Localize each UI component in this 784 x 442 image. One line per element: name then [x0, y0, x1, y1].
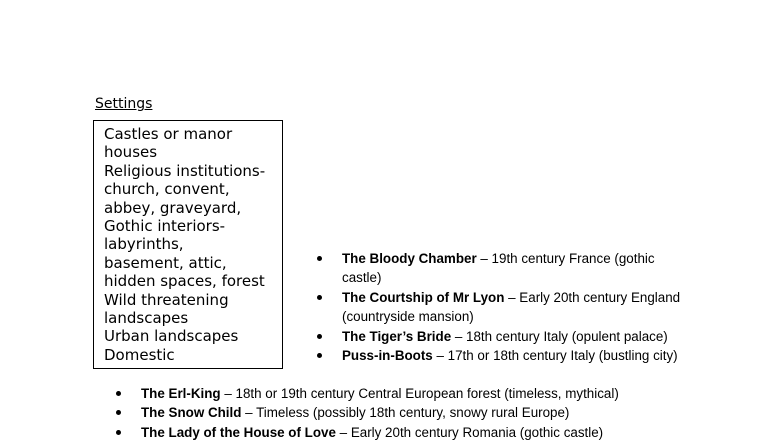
story-description: – Timeless (possibly 18th century, snowy rural Europe)	[241, 405, 570, 421]
settings-line: houses	[104, 143, 158, 162]
story-title: The Snow Child	[141, 405, 242, 421]
settings-box	[93, 120, 283, 369]
settings-line: basement, attic,	[104, 253, 227, 272]
story-title: The Bloody Chamber	[342, 251, 477, 266]
story-description: – Early 20th century England (countryside mansion)	[342, 289, 681, 325]
story-bullet	[114, 403, 754, 422]
story-title: The Erl-King	[141, 386, 221, 401]
settings-line: hidden spaces, forest	[104, 272, 265, 291]
story-title: The Tiger’s Bride	[342, 328, 452, 344]
settings-line: landscapes	[104, 309, 189, 328]
story-bullet	[114, 423, 754, 442]
settings-heading: Settings	[95, 96, 153, 112]
settings-line: Wild threatening	[104, 290, 229, 309]
settings-line: abbey, graveyard,	[104, 198, 242, 217]
story-description: – 18th century Italy (opulent palace)	[451, 328, 668, 344]
story-bullet	[315, 346, 695, 365]
story-bullet	[114, 384, 754, 403]
settings-line: Domestic	[104, 345, 175, 364]
story-settings-list-right	[315, 249, 695, 365]
story-description: – 17th or 18th century Italy (bustling city)	[432, 348, 678, 364]
story-title: The Lady of the House of Love	[141, 424, 336, 440]
story-description: – 19th century France (gothic castle)	[342, 251, 655, 286]
story-title: Puss-in-Boots	[342, 348, 433, 364]
settings-line: church, convent,	[104, 180, 230, 199]
story-description: – 18th or 19th century Central European forest (timeless, mythical)	[220, 386, 619, 401]
story-title: The Courtship of Mr Lyon	[342, 289, 505, 305]
settings-line: Castles or manor	[104, 125, 233, 143]
story-description: – Early 20th century Romania (gothic castle)	[335, 424, 604, 440]
story-bullet	[315, 327, 695, 346]
story-settings-list-bottom	[114, 384, 754, 442]
story-bullet	[315, 288, 695, 327]
story-bullet	[315, 249, 695, 288]
settings-line: Gothic interiors-	[104, 217, 226, 236]
settings-line: labyrinths,	[104, 235, 184, 254]
settings-line: Religious institutions-	[104, 161, 266, 180]
settings-line: Urban landscapes	[104, 327, 239, 346]
